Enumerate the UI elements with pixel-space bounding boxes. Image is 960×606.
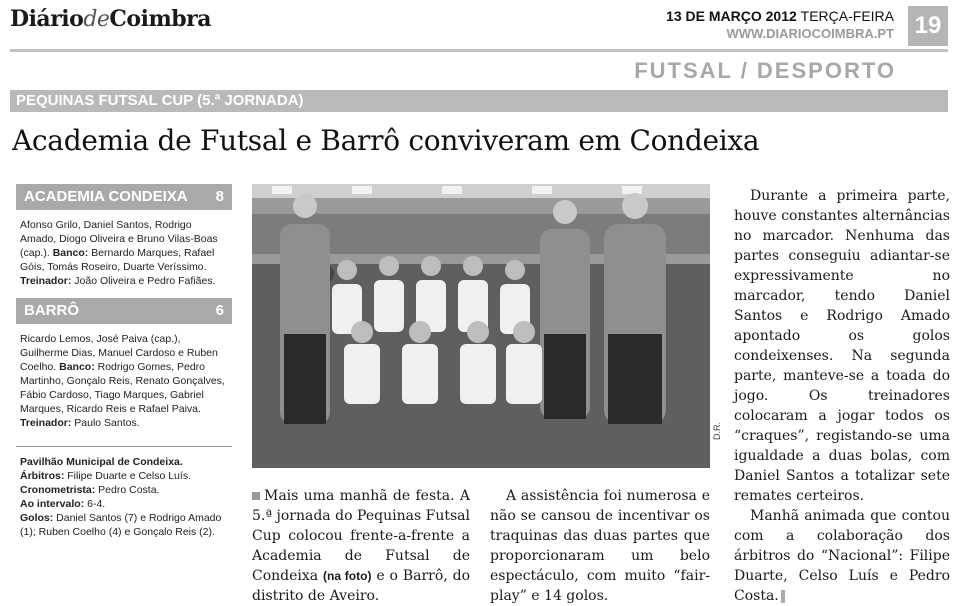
timekeeper: Pedro Costa. [95, 484, 160, 496]
halftime-score: 6-4. [84, 498, 106, 510]
team2-name: BARRÔ [24, 302, 79, 319]
masthead-part3: Coimbra [109, 6, 211, 32]
team2-lineup [16, 324, 232, 436]
referees-label: Árbitros: [20, 470, 65, 482]
referees: Filipe Duarte e Celso Luís. [64, 470, 191, 482]
lead-square-icon [252, 492, 260, 500]
article-headline: Academia de Futsal e Barrô conviveram em Condeixa [12, 124, 760, 157]
section-title: FUTSAL / DESPORTO [634, 58, 896, 83]
team1-name: ACADEMIA CONDEIXA [24, 188, 188, 205]
col1-text-b: e o Barrô, do distrito de Aveiro. [252, 568, 470, 604]
na-foto-label: (na foto) [323, 569, 372, 583]
team1-score: 8 [215, 188, 224, 205]
article-column-1 [252, 486, 470, 606]
team2-score: 6 [215, 302, 224, 319]
col2-text: A assistência foi numerosa e não se cansou de incentivar os traquinas das duas partes que proporcionaram um belo espectáculo, com muito “fair-play” e 14 golos. [490, 488, 710, 604]
team2-coach: Paulo Santos. [71, 417, 140, 429]
col3-paragraph-1: Durante a primeira parte, houve constantes alternâncias no marcador. Nenhuma das partes conseguiu adiantar-se expressivamente no marcador, tendo Daniel Santos e Rodrigo Amado apontado os golos condeixenses. Na segunda parte, manteve-se a toada do jogo. Os treinadores colocaram a jogar todos os “craques”, registando-se uma igualdade a duas bolas, com Daniel Santos a totalizar sete remates certeiros. [734, 188, 950, 504]
masthead-part2: de [83, 7, 110, 32]
team-photo-illustration [252, 184, 710, 468]
end-mark-icon [781, 590, 785, 603]
halftime-label: Ao intervalo: [20, 498, 85, 510]
team2-bench-label: Banco: [59, 361, 95, 373]
col3-paragraph-2: Manhã animada que contou com a colaboração dos árbitros do “Nacional”: Filipe Duarte, Celso Luís e Pedro Costa. [734, 508, 950, 604]
team2-bar [16, 298, 232, 324]
article-kicker: PEQUINAS FUTSAL CUP (5.ª JORNADA) [10, 90, 948, 112]
masthead-part1: Diário [10, 6, 84, 32]
issue-date [666, 8, 894, 24]
team1-bench: Bernardo Marques, Rafael Góis, Tomás Roseiro, Duarte Veríssimo. [20, 247, 215, 273]
team1-coach: João Oliveira e Pedro Fafiães. [71, 275, 216, 287]
header-info [666, 8, 894, 41]
header-rule [10, 49, 948, 52]
goals-label: Golos: [20, 512, 54, 524]
article-column-3 [734, 186, 950, 606]
goal-scorers: Daniel Santos (7) e Rodrigo Amado (1); Ruben Coelho (4) e Gonçalo Reis (2). [20, 512, 222, 538]
team2-players: Ricardo Lemos, José Paiva (cap.), Guilherme Dias, Manuel Cardoso e Ruben Coelho. [20, 333, 218, 373]
article-column-2 [490, 486, 710, 606]
team1-bench-label: Banco: [52, 247, 89, 259]
photo-credit: D.R. [712, 422, 722, 440]
team1-players: Afonso Grilo, Daniel Santos, Rodrigo Amado, Diogo Oliveira e Bruno Vilas-Boas (cap.). [20, 219, 218, 259]
team1-lineup [16, 210, 232, 294]
team1-bar [16, 184, 232, 210]
venue: Pavilhão Municipal de Condeixa. [20, 456, 183, 468]
match-sidebar [16, 184, 232, 539]
date-main: 13 DE MARÇO 2012 [666, 8, 797, 24]
team2-coach-label: Treinador: [20, 417, 72, 429]
team2-bench: Rodrigo Gomes, Pedro Martinho, Gonçalo Reis, Renato Gonçalves, Fábio Cardoso, Tiago Marques, Gabriel Marques, Ricardo Reis e Rafael Paiva. [20, 361, 225, 415]
website-url: WWW.DIARIOCOIMBRA.PT [726, 26, 894, 41]
team1-coach-label: Treinador: [20, 275, 72, 287]
page-number: 19 [908, 6, 948, 46]
timekeeper-label: Cronometrista: [20, 484, 96, 496]
date-weekday: TERÇA-FEIRA [800, 8, 894, 24]
team-photo [252, 184, 710, 468]
masthead-logo [10, 6, 211, 32]
col1-text-a: Mais uma manhã de festa. A 5.ª jornada do Pequinas Futsal Cup colocou frente-a-frente a Academia de Futsal de Condeixa [252, 488, 470, 584]
match-details [16, 446, 232, 539]
